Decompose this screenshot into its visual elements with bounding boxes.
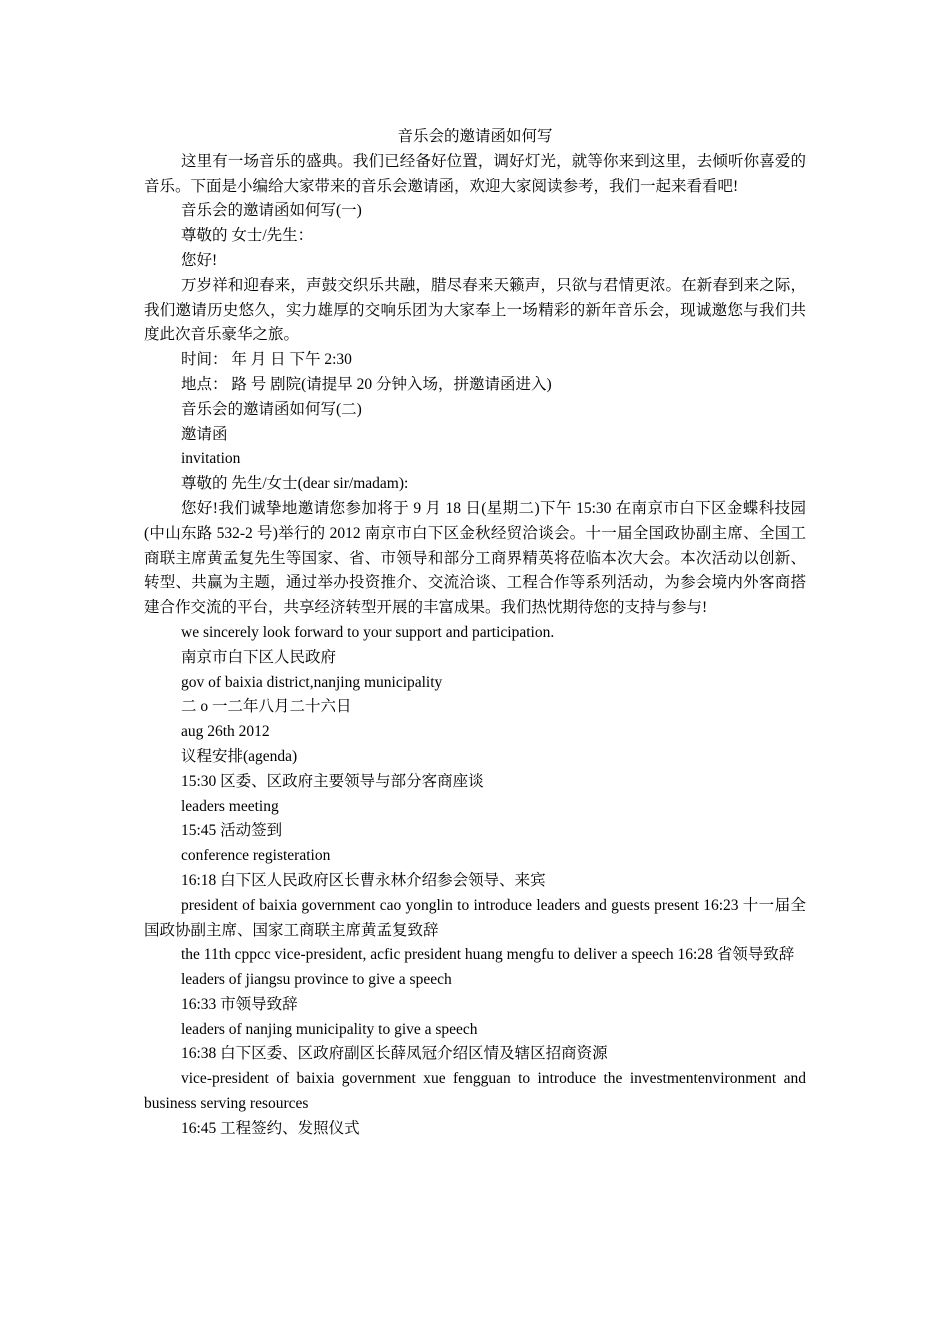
section-heading-2: 音乐会的邀请函如何写(二) xyxy=(181,400,362,418)
sender-en: gov of baixia district,nanjing municipality xyxy=(181,673,443,691)
agenda-item: 15:30 区委、区政府主要领导与部分客商座谈 xyxy=(181,772,484,790)
agenda-item: vice-president of baixia government xue fengguan to introduce the investmentenvironment and business serving resources xyxy=(144,1070,806,1113)
salutation-2: 尊敬的 先生/女士(dear sir/madam): xyxy=(181,475,409,493)
greeting: 您好! xyxy=(181,251,218,269)
date-en: aug 26th 2012 xyxy=(181,723,270,741)
salutation: 尊敬的 女士/先生： xyxy=(181,227,314,245)
agenda-heading: 议程安排(agenda) xyxy=(181,747,298,765)
agenda-item: leaders meeting xyxy=(181,797,279,815)
body-paragraph: 万岁祥和迎春来，声鼓交织乐共融，腊尽春来天籁声，只欲与君情更浓。在新春到来之际，我们邀请历史悠久，实力雄厚的交响乐团为大家奉上一场精彩的新年音乐会，现诚邀您与我们共度此次音乐豪华之旅。 xyxy=(144,276,806,344)
invitation-label-en: invitation xyxy=(181,450,241,468)
agenda-item: 16:33 市领导致辞 xyxy=(181,995,298,1013)
document-title: 音乐会的邀请函如何写 xyxy=(397,128,553,145)
invitation-label-cn: 邀请函 xyxy=(181,425,228,443)
agenda-item: leaders of jiangsu province to give a speech xyxy=(181,971,452,989)
agenda-item: conference registeration xyxy=(181,847,331,865)
agenda-item: the 11th cppcc vice-president, acfic president huang mengfu to deliver a speech 16:28 省领导致辞 xyxy=(181,946,795,964)
agenda-item: president of baixia government cao yonglin to introduce leaders and guests present 16:23 十一届全国政协副主席、国家工商联主席黄孟复致辞 xyxy=(144,896,806,939)
agenda-item: 16:45 工程签约、发照仪式 xyxy=(181,1119,360,1137)
body-paragraph-2: 您好!我们诚挚地邀请您参加将于 9 月 18 日(星期二)下午 15:30 在南京市白下区金蝶科技园(中山东路 532-2 号)举行的 2012 南京市白下区金秋经贸洽谈会。十一届全国政协副主席、全国工商联主席黄孟复先生等国家、省、市领导和部分工商界精英将莅临本次大会。本次活动以创新、转型、共赢为主题，通过举办投资推介、交流洽谈、工程合作等系列活动，为参会境内外客商搭建合作交流的平台，共享经济转型开展的丰富成果。我们热忱期待您的支持与参与! xyxy=(144,499,806,617)
sender-cn: 南京市白下区人民政府 xyxy=(181,648,337,666)
agenda-item: 16:18 白下区人民政府区长曹永林介绍参会领导、来宾 xyxy=(181,871,546,889)
section-heading-1: 音乐会的邀请函如何写(一) xyxy=(181,202,362,220)
event-time: 时间： 年 月 日 下午 2:30 xyxy=(181,351,352,369)
date-cn: 二 o 一二年八月二十六日 xyxy=(181,698,352,716)
event-location: 地点： 路 号 剧院(请提早 20 分钟入场，拼邀请函进入) xyxy=(181,375,552,393)
intro-paragraph: 这里有一场音乐的盛典。我们已经备好位置，调好灯光，就等你来到这里，去倾听你喜爱的音乐。下面是小编给大家带来的音乐会邀请函，欢迎大家阅读参考，我们一起来看看吧! xyxy=(144,152,806,195)
document-page xyxy=(144,125,806,1142)
agenda-item: 16:38 白下区委、区政府副区长薛凤冠介绍区情及辖区招商资源 xyxy=(181,1045,608,1063)
closing-en: we sincerely look forward to your support and participation. xyxy=(181,623,555,641)
agenda-item: leaders of nanjing municipality to give a speech xyxy=(181,1020,478,1038)
agenda-item: 15:45 活动签到 xyxy=(181,822,283,840)
